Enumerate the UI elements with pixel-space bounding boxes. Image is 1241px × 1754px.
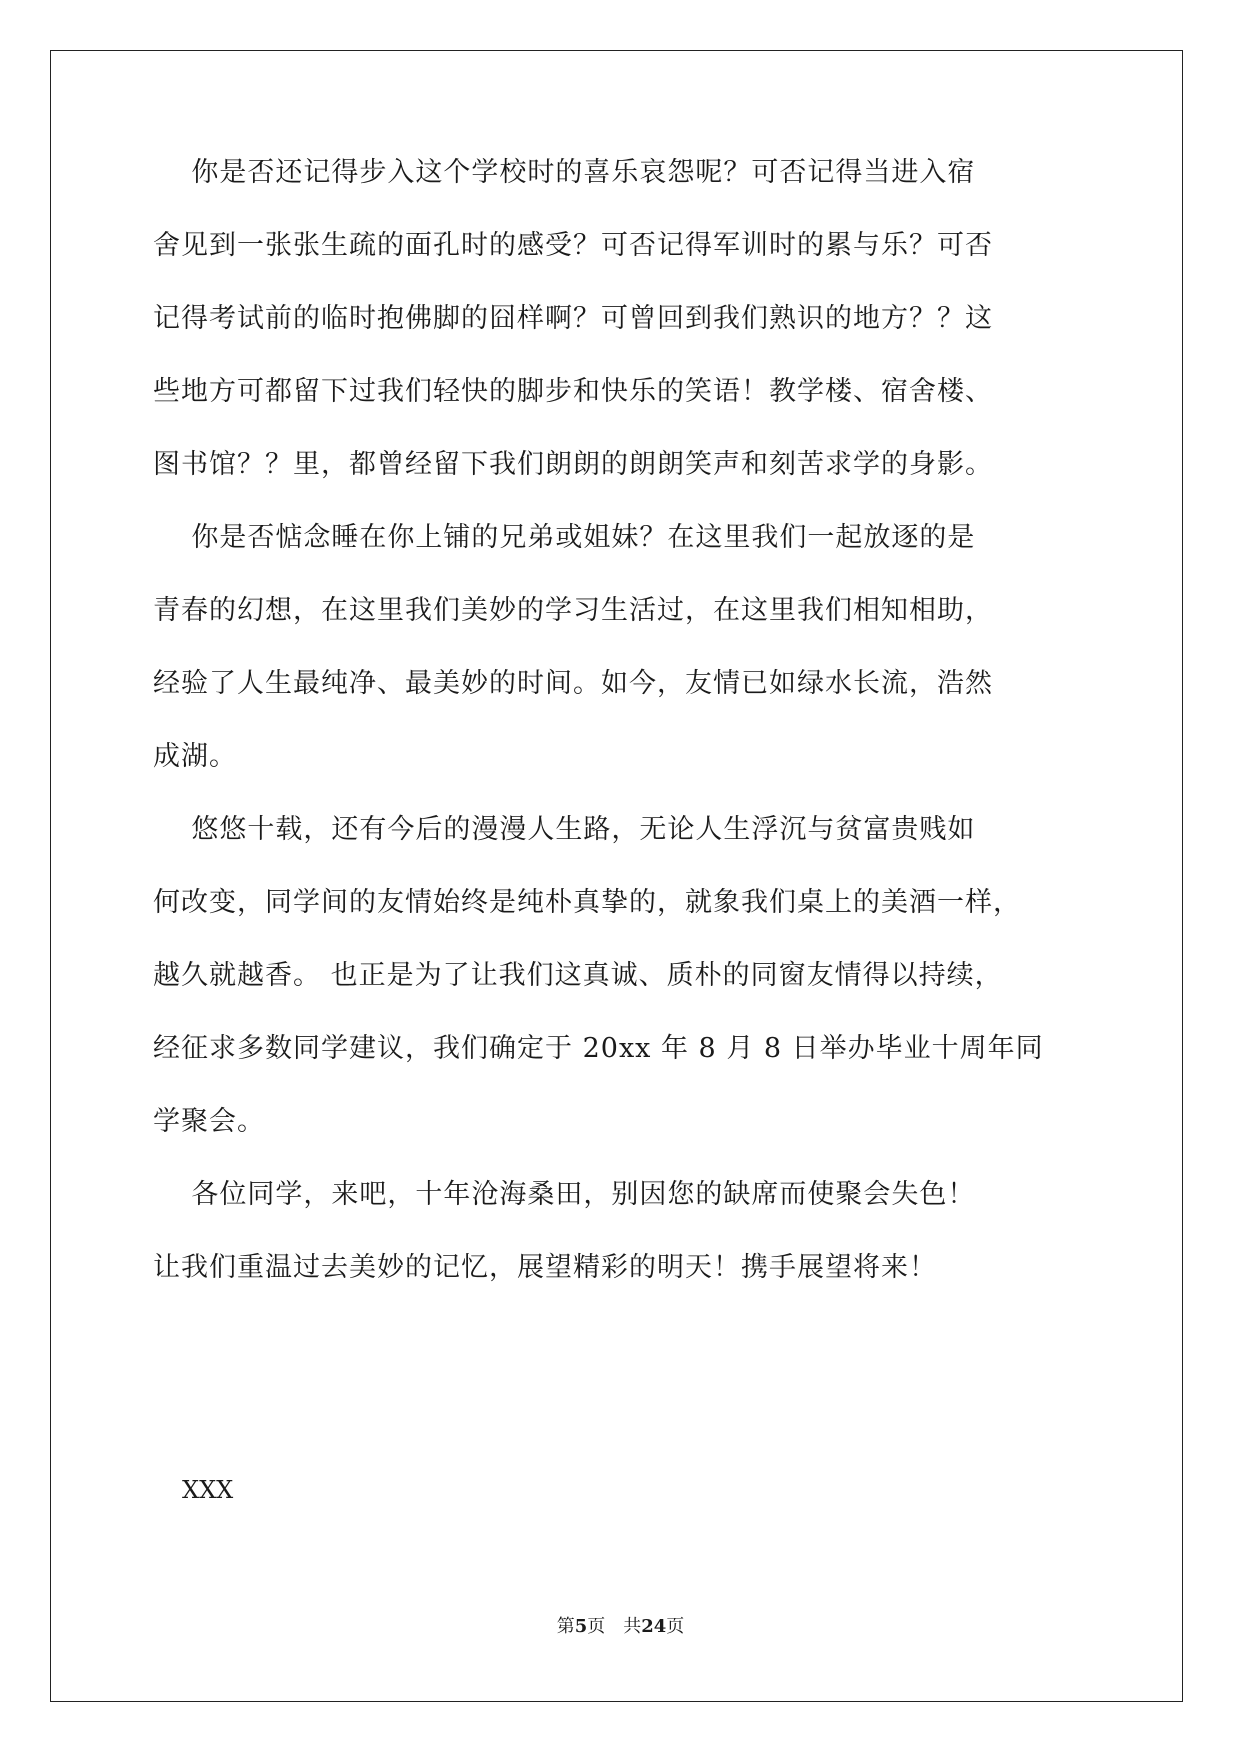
footer-suffix: 页 bbox=[666, 1616, 685, 1637]
body-line: 经验了人生最纯净、最美妙的时间。如今，友情已如绿水长流，浩然 bbox=[153, 668, 993, 699]
footer-middle: 页 共 bbox=[587, 1616, 642, 1637]
footer-prefix: 第 bbox=[556, 1616, 575, 1637]
body-line: 成湖。 bbox=[153, 741, 237, 772]
total-page-number: 24 bbox=[641, 1616, 667, 1637]
body-line: 青春的幻想，在这里我们美妙的学习生活过，在这里我们相知相助， bbox=[153, 595, 993, 626]
body-line: 悠悠十载，还有今后的漫漫人生路，无论人生浮沉与贫富贵贱如 bbox=[153, 814, 976, 845]
body-line: 学聚会。 bbox=[153, 1106, 265, 1137]
body-line: 你是否还记得步入这个学校时的喜乐哀怨呢？可否记得当进入宿 bbox=[153, 157, 976, 188]
body-line: 经征求多数同学建议，我们确定于 20xx 年 8 月 8 日举办毕业十周年同 bbox=[153, 1033, 1044, 1064]
body-line: 越久就越香。 也正是为了让我们这真诚、质朴的同窗友情得以持续， bbox=[153, 960, 1003, 991]
body-line: 舍见到一张张生疏的面孔时的感受？可否记得军训时的累与乐？可否 bbox=[153, 230, 993, 261]
current-page-number: 5 bbox=[574, 1616, 588, 1637]
body-line: 图书馆？？里，都曾经留下我们朗朗的朗朗笑声和刻苦求学的身影。 bbox=[153, 449, 993, 480]
page-footer bbox=[0, 1615, 1241, 1639]
body-line: 何改变，同学间的友情始终是纯朴真挚的，就象我们桌上的美酒一样， bbox=[153, 887, 1021, 918]
body-line: 你是否惦念睡在你上铺的兄弟或姐妹？在这里我们一起放逐的是 bbox=[153, 522, 976, 553]
body-line: 让我们重温过去美妙的记忆，展望精彩的明天！携手展望将来！ bbox=[153, 1252, 937, 1283]
page-border bbox=[50, 50, 1183, 1702]
body-line: 记得考试前的临时抱佛脚的囧样啊？可曾回到我们熟识的地方？？这 bbox=[153, 303, 993, 334]
body-line: 各位同学，来吧，十年沧海桑田，别因您的缺席而使聚会失色！ bbox=[153, 1179, 976, 1210]
body-line: 些地方可都留下过我们轻快的脚步和快乐的笑语！教学楼、宿舍楼、 bbox=[153, 376, 993, 407]
signature: XXX bbox=[182, 1476, 234, 1504]
